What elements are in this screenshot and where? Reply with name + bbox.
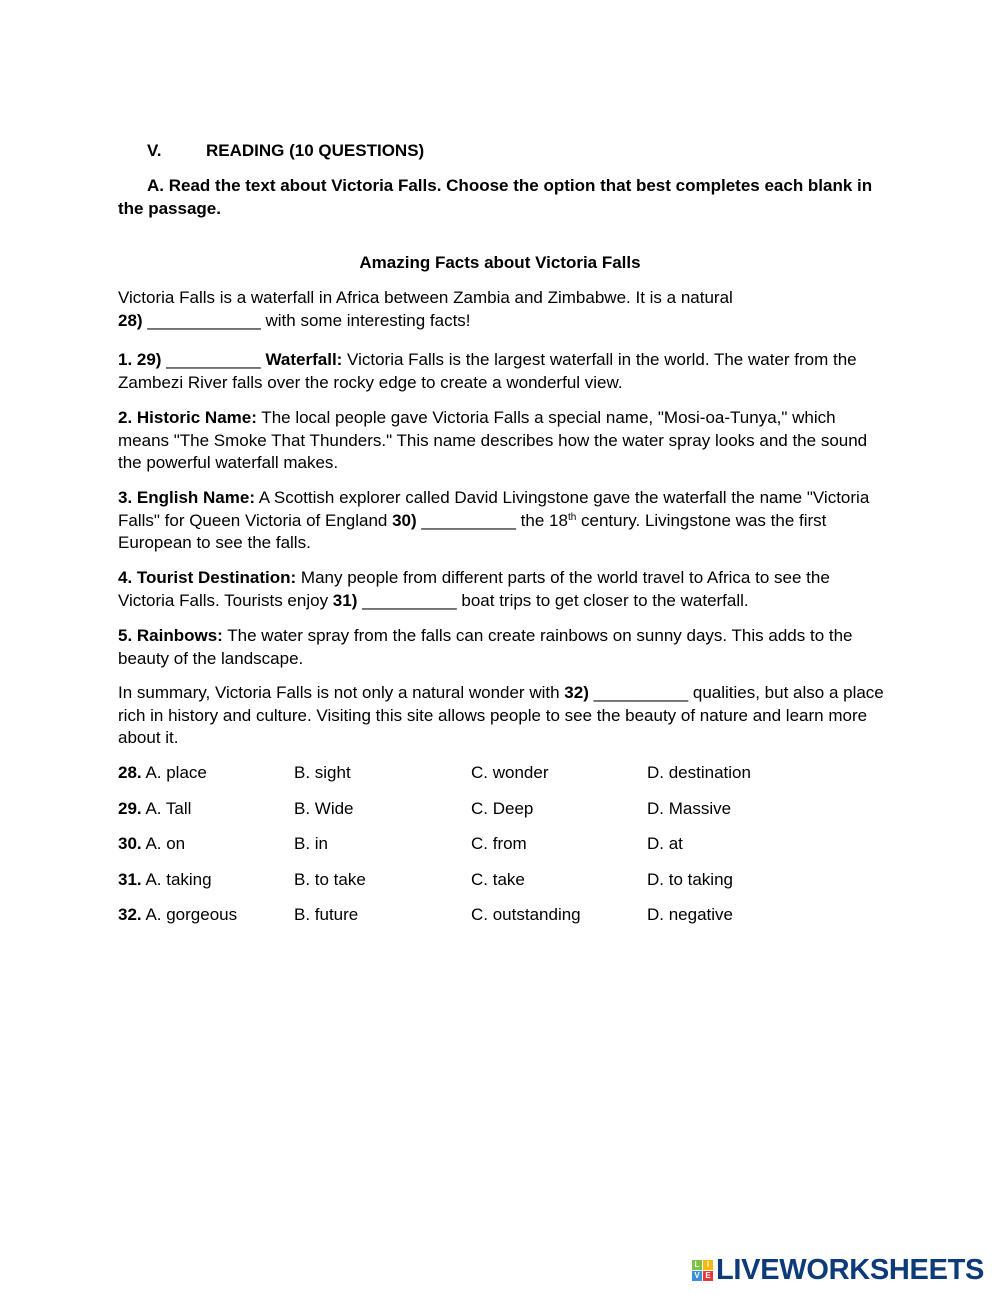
option-a[interactable]: [118, 869, 212, 892]
option-label: B. future: [294, 905, 359, 924]
passage-title: Amazing Facts about Victoria Falls: [359, 253, 641, 272]
question-number: 32.: [118, 905, 142, 924]
option-label: C. Deep: [471, 798, 534, 818]
option-c[interactable]: [471, 869, 525, 892]
option-label: C. from: [471, 834, 527, 853]
instruction: [118, 175, 888, 220]
paragraph-fact-1: [118, 349, 888, 394]
logo-wordmark: LIVEWORKSHEETS: [716, 1254, 985, 1286]
paragraph-fact-4: [118, 567, 888, 612]
option-label: A. place: [145, 763, 207, 782]
logo-letter-tile: V: [692, 1271, 702, 1281]
option-d[interactable]: [647, 798, 731, 821]
question-number: 28.: [118, 763, 142, 782]
option-label: D. negative: [647, 905, 733, 924]
superscript: th: [567, 511, 577, 523]
option-label: A. gorgeous: [145, 905, 238, 924]
section-title: READING (10 QUESTIONS): [206, 141, 425, 160]
paragraph-fact-2: [118, 407, 888, 475]
paragraph-fact-5: [118, 625, 888, 670]
blank-30[interactable]: __________: [421, 510, 516, 530]
section-heading: [147, 140, 424, 163]
option-d[interactable]: [647, 833, 683, 856]
option-c[interactable]: [471, 762, 548, 785]
text: qualities, but also a place rich in history and culture. Visiting this site allows people to see the beauty of nature and learn more about it.: [118, 683, 884, 747]
option-label: B. to take: [294, 869, 366, 889]
fact-heading: Waterfall:: [265, 350, 343, 369]
logo-letter-tile: E: [703, 1271, 713, 1281]
text: The water spray from the falls can create rainbows on sunny days. This adds to the beauty of the landscape.: [118, 626, 853, 668]
text: Many people from different parts of the world travel to Africa to see the Victoria Falls. Tourists enjoy: [118, 568, 830, 610]
blank-29[interactable]: __________: [166, 350, 261, 369]
text: The local people gave Victoria Falls a special name, "Mosi-oa-Tunya," which means "The Smoke That Thunders." This name describes how the water spray looks and the sound the powerful waterfall makes.: [118, 408, 868, 472]
option-label: C. take: [471, 869, 525, 889]
paragraph-summary: [118, 682, 888, 750]
option-a[interactable]: [118, 904, 237, 927]
option-a[interactable]: [118, 833, 185, 856]
paragraph-fact-3: [118, 487, 888, 555]
option-label: B. sight: [294, 763, 351, 782]
question-number: 29.: [118, 798, 142, 818]
blank-31[interactable]: __________: [362, 590, 457, 610]
option-b[interactable]: [294, 869, 366, 892]
option-label: B. in: [294, 834, 329, 853]
text: the 18: [515, 510, 568, 530]
fact-heading: 3. English Name:: [118, 488, 255, 507]
option-b[interactable]: [294, 904, 358, 927]
text: Victoria Falls is a waterfall in Africa between Zambia and Zimbabwe. It is a natural: [118, 288, 733, 307]
option-d[interactable]: [647, 869, 733, 892]
option-b[interactable]: [294, 833, 328, 856]
fact-heading: 2. Historic Name:: [118, 408, 257, 427]
option-c[interactable]: [471, 904, 581, 927]
option-d[interactable]: [647, 762, 751, 785]
option-label: D. destination: [647, 763, 751, 782]
liveworksheets-logo: [692, 1255, 984, 1285]
option-label: B. Wide: [294, 798, 354, 818]
logo-letter-tile: I: [703, 1260, 713, 1270]
question-number: 32): [564, 683, 589, 702]
text: In summary, Victoria Falls is not only a natural wonder with: [118, 683, 565, 702]
instruction-label: A.: [147, 176, 164, 195]
option-b[interactable]: [294, 762, 351, 785]
option-a[interactable]: [118, 762, 207, 785]
option-label: A. taking: [145, 869, 212, 889]
option-a[interactable]: [118, 798, 191, 821]
question-number: 30): [392, 510, 417, 530]
text: century. Livingstone was the first European to see the falls.: [118, 510, 827, 552]
option-label: C. wonder: [471, 763, 549, 782]
option-label: C. outstanding: [471, 905, 581, 924]
text: Victoria Falls is the largest waterfall in the world. The water from the Zambezi River falls over the rocky edge to create a wonderful view.: [118, 350, 857, 392]
blank-28[interactable]: ____________: [147, 310, 261, 330]
question-number: 31): [332, 590, 358, 610]
logo-letter-tile: L: [692, 1260, 702, 1270]
text: A Scottish explorer called David Livingstone gave the waterfall the name "Victoria Falls" for Queen Victoria of England: [118, 488, 870, 530]
option-label: D. Massive: [647, 798, 732, 818]
fact-heading: 4. Tourist Destination:: [118, 568, 297, 587]
question-number: 31.: [118, 869, 142, 889]
option-d[interactable]: [647, 904, 733, 927]
paragraph-intro: [118, 287, 888, 332]
question-number: 1. 29): [118, 350, 162, 369]
option-label: D. at: [647, 834, 683, 853]
option-label: D. to taking: [647, 869, 733, 889]
option-label: A. on: [145, 834, 186, 853]
option-label: A. Tall: [145, 798, 192, 818]
instruction-text: Read the text about Victoria Falls. Choose the option that best completes each blank in the passage.: [118, 176, 873, 218]
option-b[interactable]: [294, 798, 354, 821]
blank-32[interactable]: __________: [593, 683, 689, 702]
option-c[interactable]: [471, 798, 533, 821]
question-number: 30.: [118, 834, 142, 853]
logo-icon: [692, 1260, 713, 1281]
fact-heading: 5. Rainbows:: [118, 626, 223, 645]
option-c[interactable]: [471, 833, 527, 856]
question-number: 28): [118, 310, 143, 330]
text: with some interesting facts!: [260, 310, 471, 330]
section-number: V.: [147, 141, 162, 160]
text: boat trips to get closer to the waterfall.: [456, 590, 749, 610]
